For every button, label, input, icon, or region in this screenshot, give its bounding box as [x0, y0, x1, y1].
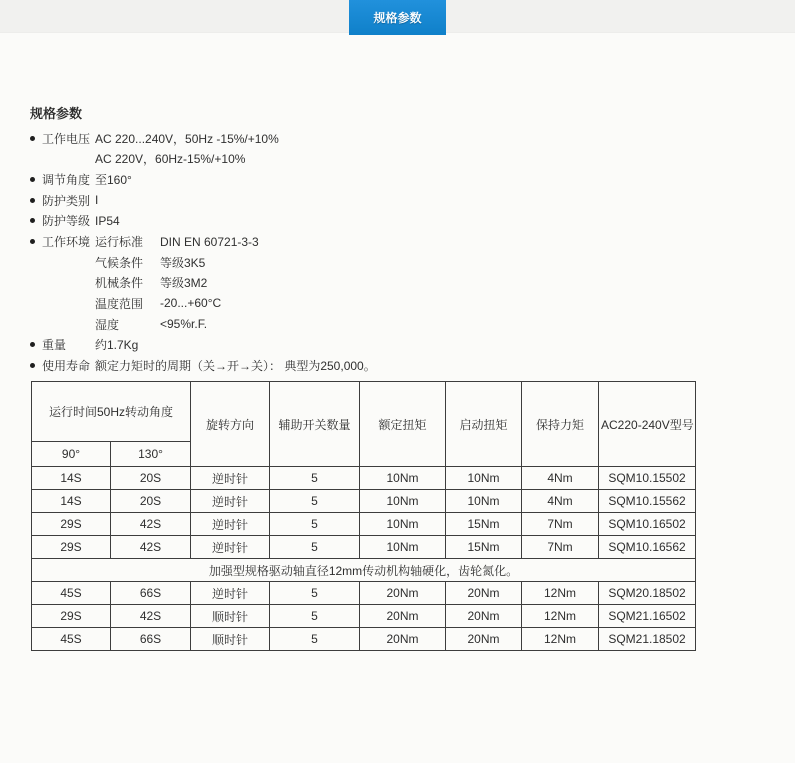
col-header-aux-switches: 辅助开关数量 — [270, 382, 360, 467]
table-cell: 4Nm — [522, 467, 599, 490]
spec-row-mechanical — [30, 272, 730, 293]
spec-value: DIN EN 60721-3-3 — [160, 234, 259, 249]
table-cell: 10Nm — [360, 536, 446, 559]
table-cell: 42S — [111, 605, 191, 628]
table-row — [32, 536, 696, 559]
table-cell: 20S — [111, 467, 191, 490]
table-cell: 20Nm — [446, 628, 522, 651]
table-cell: 5 — [270, 582, 360, 605]
table-row — [32, 605, 696, 628]
table-cell: 5 — [270, 513, 360, 536]
bullet-icon — [30, 363, 42, 368]
spec-label: 防护等级 — [42, 214, 91, 229]
bullet-icon — [30, 342, 42, 347]
col-header-starting-torque: 启动扭矩 — [446, 382, 522, 467]
spec-sublabel: 气候条件 — [95, 255, 144, 270]
spec-label: 工作电压 — [42, 131, 91, 146]
spec-row-protection-rating — [30, 211, 730, 232]
spec-sublabel: 机械条件 — [95, 276, 144, 291]
tab-specifications[interactable] — [349, 0, 446, 35]
spec-row-environment — [30, 231, 730, 252]
table-cell: 29S — [32, 605, 111, 628]
spec-row-lifetime — [30, 355, 730, 376]
col-header-runtime: 运行时间50Hz转动角度 — [32, 382, 191, 442]
col-header-rated-torque: 额定扭矩 — [360, 382, 446, 467]
spec-value: IP54 — [95, 213, 120, 228]
col-header-rotation: 旋转方向 — [191, 382, 270, 467]
spec-row-voltage — [30, 128, 730, 149]
table-cell: 15Nm — [446, 513, 522, 536]
table-cell: 45S — [32, 628, 111, 651]
table-row — [32, 513, 696, 536]
table-cell: 顺时针 — [191, 628, 270, 651]
table-cell: 42S — [111, 536, 191, 559]
table-cell: 5 — [270, 536, 360, 559]
spec-value: 至160° — [95, 173, 132, 188]
table-cell: 20Nm — [446, 582, 522, 605]
spec-list — [30, 128, 730, 376]
col-header-90deg: 90° — [32, 442, 111, 467]
spec-sublabel: 湿度 — [95, 317, 120, 332]
spec-row-humidity — [30, 314, 730, 335]
table-cell: 12Nm — [522, 605, 599, 628]
spec-label: 重量 — [42, 338, 67, 353]
table-cell: 14S — [32, 490, 111, 513]
table-cell: 10Nm — [446, 467, 522, 490]
spec-label: 防护类别 — [42, 193, 91, 208]
spec-table — [31, 381, 696, 651]
table-cell-model: SQM20.18502 — [599, 582, 696, 605]
table-cell: 29S — [32, 536, 111, 559]
table-cell: 29S — [32, 513, 111, 536]
spec-label: 工作环境 — [42, 235, 91, 250]
bullet-icon — [30, 177, 42, 182]
spec-value: 等级3M2 — [160, 276, 208, 291]
table-cell: 12Nm — [522, 628, 599, 651]
spec-row-climate — [30, 252, 730, 273]
table-cell-model: SQM21.18502 — [599, 628, 696, 651]
table-cell: 逆时针 — [191, 467, 270, 490]
spec-value: <95%r.F. — [160, 317, 208, 332]
table-cell: 20Nm — [446, 605, 522, 628]
col-header-130deg: 130° — [111, 442, 191, 467]
spec-value: -20...+60°C — [160, 296, 222, 311]
table-cell-model: SQM10.15502 — [599, 467, 696, 490]
spec-value: 额定力矩时的周期（关→开→关）： 典型为250,000。 — [95, 358, 376, 373]
table-cell: 7Nm — [522, 536, 599, 559]
table-cell: 10Nm — [446, 490, 522, 513]
table-cell: 逆时针 — [191, 536, 270, 559]
table-cell-model: SQM10.16562 — [599, 536, 696, 559]
table-cell: 4Nm — [522, 490, 599, 513]
bullet-icon — [30, 198, 42, 203]
table-cell: 45S — [32, 582, 111, 605]
tab-specifications-label: 规格参数 — [373, 11, 422, 25]
page-title: 规格参数 — [30, 106, 83, 121]
spec-value: 等级3K5 — [160, 255, 206, 270]
table-cell: 10Nm — [360, 467, 446, 490]
spec-sublabel: 运行标准 — [95, 235, 144, 250]
bullet-icon — [30, 218, 42, 223]
spec-value: AC 220V，60Hz-15%/+10% — [95, 152, 246, 167]
table-note: 加强型规格驱动轴直径12mm传动机构轴硬化，齿轮氮化。 — [32, 559, 696, 582]
table-cell: 66S — [111, 628, 191, 651]
table-row — [32, 490, 696, 513]
col-header-model: AC220-240V型号 — [599, 382, 696, 467]
table-cell: 5 — [270, 490, 360, 513]
table-cell-model: SQM10.15562 — [599, 490, 696, 513]
col-header-holding-torque: 保持力矩 — [522, 382, 599, 467]
table-cell: 7Nm — [522, 513, 599, 536]
table-cell: 66S — [111, 582, 191, 605]
spec-label: 使用寿命 — [42, 358, 91, 373]
table-cell: 5 — [270, 628, 360, 651]
spec-row-weight — [30, 334, 730, 355]
table-cell: 20Nm — [360, 605, 446, 628]
table-row — [32, 628, 696, 651]
spec-row-protection-class — [30, 190, 730, 211]
spec-row-voltage-2 — [30, 149, 730, 170]
table-cell: 逆时针 — [191, 490, 270, 513]
table-cell: 5 — [270, 467, 360, 490]
table-row — [32, 467, 696, 490]
table-cell: 12Nm — [522, 582, 599, 605]
spec-value: AC 220...240V，50Hz -15%/+10% — [95, 131, 279, 146]
table-cell: 20Nm — [360, 628, 446, 651]
table-cell: 5 — [270, 605, 360, 628]
spec-label: 调节角度 — [42, 173, 91, 188]
spec-value: I — [95, 193, 99, 208]
table-cell: 顺时针 — [191, 605, 270, 628]
spec-value: 约1.7Kg — [95, 338, 139, 353]
table-cell: 20S — [111, 490, 191, 513]
table-cell: 逆时针 — [191, 582, 270, 605]
table-cell: 10Nm — [360, 490, 446, 513]
spec-row-angle — [30, 169, 730, 190]
table-cell: 42S — [111, 513, 191, 536]
table-cell: 15Nm — [446, 536, 522, 559]
table-cell-model: SQM21.16502 — [599, 605, 696, 628]
table-cell: 逆时针 — [191, 513, 270, 536]
table-note-row — [32, 559, 696, 582]
table-row — [32, 582, 696, 605]
table-cell-model: SQM10.16502 — [599, 513, 696, 536]
table-cell: 10Nm — [360, 513, 446, 536]
bullet-icon — [30, 239, 42, 244]
bullet-icon — [30, 136, 42, 141]
table-cell: 14S — [32, 467, 111, 490]
spec-sublabel: 温度范围 — [95, 296, 144, 311]
spec-row-temperature — [30, 293, 730, 314]
table-cell: 20Nm — [360, 582, 446, 605]
